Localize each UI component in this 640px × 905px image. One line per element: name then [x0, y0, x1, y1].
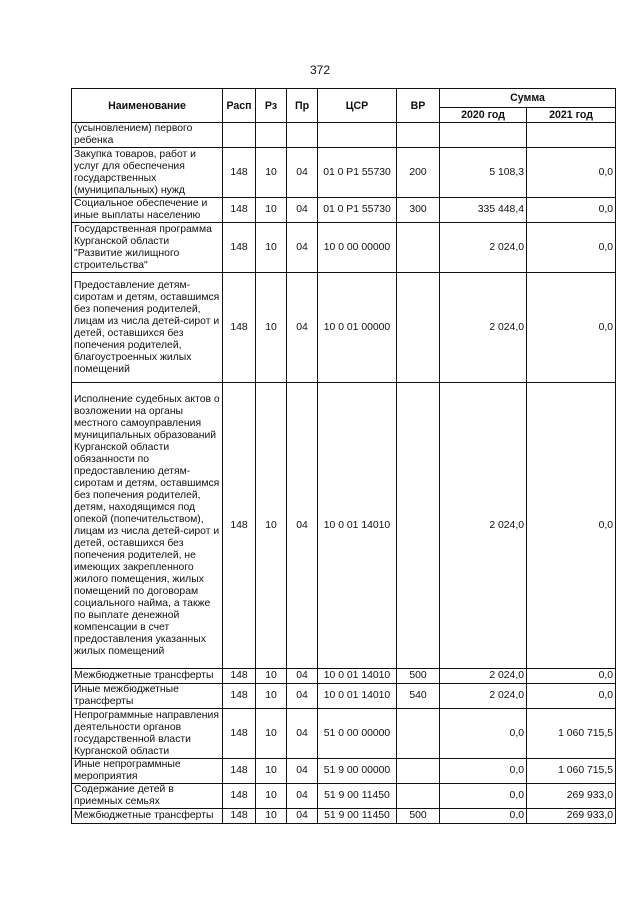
row-2021-cell: 0,0	[527, 684, 616, 709]
row-2021-cell: 269 933,0	[527, 809, 616, 824]
row-csr-cell: 51 9 00 11450	[318, 809, 397, 824]
row-pr-cell: 04	[287, 669, 318, 684]
row-pr-cell: 04	[287, 684, 318, 709]
row-2020-cell: 0,0	[440, 709, 527, 759]
table-row	[72, 123, 616, 148]
row-rz-cell: 10	[256, 198, 287, 223]
header-sum: Сумма	[440, 89, 616, 108]
row-vr-cell	[397, 223, 440, 273]
row-pr-cell: 04	[287, 148, 318, 198]
row-name-cell: (усыновлением) первого ребенка	[72, 123, 223, 148]
row-2021-cell: 1 060 715,5	[527, 709, 616, 759]
row-rasp-cell: 148	[223, 809, 256, 824]
row-pr-cell: 04	[287, 759, 318, 784]
row-2020-cell: 0,0	[440, 784, 527, 809]
table-row	[72, 684, 616, 709]
row-name-cell: Содержание детей в приемных семьях	[72, 784, 223, 809]
row-2021-cell: 0,0	[527, 223, 616, 273]
row-csr-cell: 51 9 00 00000	[318, 759, 397, 784]
row-rz-cell: 10	[256, 684, 287, 709]
row-name-cell: Исполнение судебных актов о возложении на органы местного самоуправления муниципальных образований Курганской области обязанности по предоставлению детям-сиротам и детям, оставшимся без попечения родителей, детям, находящимся под опекой (попечительством), лицам из числа детей-сирот и детей, оставшихся без попечения родителей, не имеющих закрепленного жилого помещения, жилых помещений по договорам социального найма, а также по выплате денежной компенсации в счет предоставления указанных жилых помещений	[72, 383, 223, 669]
row-rz-cell	[256, 123, 287, 148]
header-rz: Рз	[256, 89, 287, 123]
table-row	[72, 709, 616, 759]
row-2020-cell: 2 024,0	[440, 223, 527, 273]
row-vr-cell: 300	[397, 198, 440, 223]
row-rz-cell: 10	[256, 223, 287, 273]
row-csr-cell: 10 0 01 14010	[318, 383, 397, 669]
row-2021-cell: 0,0	[527, 148, 616, 198]
row-csr-cell: 51 0 00 00000	[318, 709, 397, 759]
table-row	[72, 198, 616, 223]
row-csr-cell: 01 0 P1 55730	[318, 198, 397, 223]
row-vr-cell: 540	[397, 684, 440, 709]
row-rasp-cell: 148	[223, 684, 256, 709]
row-2021-cell	[527, 123, 616, 148]
row-vr-cell	[397, 273, 440, 383]
row-name-cell: Закупка товаров, работ и услуг для обеспечения государственных (муниципальных) нужд	[72, 148, 223, 198]
row-vr-cell	[397, 123, 440, 148]
row-rz-cell: 10	[256, 383, 287, 669]
row-rasp-cell: 148	[223, 759, 256, 784]
row-name-cell: Непрограммные направления деятельности органов государственной власти Курганской области	[72, 709, 223, 759]
row-rz-cell: 10	[256, 784, 287, 809]
page-number: 372	[309, 63, 331, 77]
row-2021-cell: 269 933,0	[527, 784, 616, 809]
row-pr-cell: 04	[287, 784, 318, 809]
row-rasp-cell: 148	[223, 148, 256, 198]
row-rasp-cell: 148	[223, 198, 256, 223]
row-vr-cell	[397, 784, 440, 809]
table-row	[72, 809, 616, 824]
row-2020-cell	[440, 123, 527, 148]
row-2020-cell: 2 024,0	[440, 684, 527, 709]
table-row	[72, 223, 616, 273]
row-2021-cell: 0,0	[527, 669, 616, 684]
row-vr-cell	[397, 709, 440, 759]
header-2020: 2020 год	[440, 108, 527, 123]
row-name-cell: Предоставление детям-сиротам и детям, оставшимся без попечения родителей, лицам из числа детей-сирот и детей, оставшихся без попечения родителей, благоустроенных жилых помещений	[72, 273, 223, 383]
header-vr: ВР	[397, 89, 440, 123]
row-rz-cell: 10	[256, 273, 287, 383]
row-csr-cell: 10 0 01 14010	[318, 684, 397, 709]
table-body	[72, 123, 616, 824]
header-pr: Пр	[287, 89, 318, 123]
table-row	[72, 148, 616, 198]
row-name-cell: Иные непрограммные мероприятия	[72, 759, 223, 784]
row-pr-cell: 04	[287, 383, 318, 669]
row-2020-cell: 2 024,0	[440, 273, 527, 383]
row-rasp-cell: 148	[223, 273, 256, 383]
row-name-cell: Социальное обеспечение и иные выплаты населению	[72, 198, 223, 223]
row-pr-cell: 04	[287, 223, 318, 273]
row-pr-cell: 04	[287, 273, 318, 383]
row-rasp-cell: 148	[223, 383, 256, 669]
row-pr-cell: 04	[287, 709, 318, 759]
row-vr-cell: 200	[397, 148, 440, 198]
row-name-cell: Иные межбюджетные трансферты	[72, 684, 223, 709]
row-rz-cell: 10	[256, 709, 287, 759]
row-pr-cell: 04	[287, 809, 318, 824]
table-row	[72, 383, 616, 669]
row-vr-cell	[397, 759, 440, 784]
row-2020-cell: 2 024,0	[440, 383, 527, 669]
row-rasp-cell	[223, 123, 256, 148]
row-pr-cell: 04	[287, 198, 318, 223]
row-2020-cell: 0,0	[440, 809, 527, 824]
row-rasp-cell: 148	[223, 784, 256, 809]
table-row	[72, 669, 616, 684]
row-2020-cell: 335 448,4	[440, 198, 527, 223]
row-2020-cell: 2 024,0	[440, 669, 527, 684]
row-name-cell: Межбюджетные трансферты	[72, 809, 223, 824]
table-row	[72, 273, 616, 383]
row-rz-cell: 10	[256, 148, 287, 198]
header-csr: ЦСР	[318, 89, 397, 123]
row-rasp-cell: 148	[223, 709, 256, 759]
row-csr-cell: 51 9 00 11450	[318, 784, 397, 809]
row-vr-cell	[397, 383, 440, 669]
row-csr-cell	[318, 123, 397, 148]
row-2020-cell: 0,0	[440, 759, 527, 784]
row-rz-cell: 10	[256, 809, 287, 824]
row-vr-cell: 500	[397, 669, 440, 684]
row-2021-cell: 1 060 715,5	[527, 759, 616, 784]
row-2020-cell: 5 108,3	[440, 148, 527, 198]
row-2021-cell: 0,0	[527, 273, 616, 383]
row-rz-cell: 10	[256, 669, 287, 684]
row-2021-cell: 0,0	[527, 198, 616, 223]
row-csr-cell: 01 0 P1 55730	[318, 148, 397, 198]
row-vr-cell: 500	[397, 809, 440, 824]
budget-table	[71, 88, 616, 824]
table-row	[72, 784, 616, 809]
row-2021-cell: 0,0	[527, 383, 616, 669]
row-csr-cell: 10 0 01 14010	[318, 669, 397, 684]
header-rasp: Расп	[223, 89, 256, 123]
row-csr-cell: 10 0 01 00000	[318, 273, 397, 383]
row-pr-cell	[287, 123, 318, 148]
row-rasp-cell: 148	[223, 669, 256, 684]
row-rasp-cell: 148	[223, 223, 256, 273]
header-2021: 2021 год	[527, 108, 616, 123]
header-name: Наименование	[72, 89, 223, 123]
row-csr-cell: 10 0 00 00000	[318, 223, 397, 273]
table-row	[72, 759, 616, 784]
row-name-cell: Государственная программа Курганской области "Развитие жилищного строительства"	[72, 223, 223, 273]
row-name-cell: Межбюджетные трансферты	[72, 669, 223, 684]
row-rz-cell: 10	[256, 759, 287, 784]
